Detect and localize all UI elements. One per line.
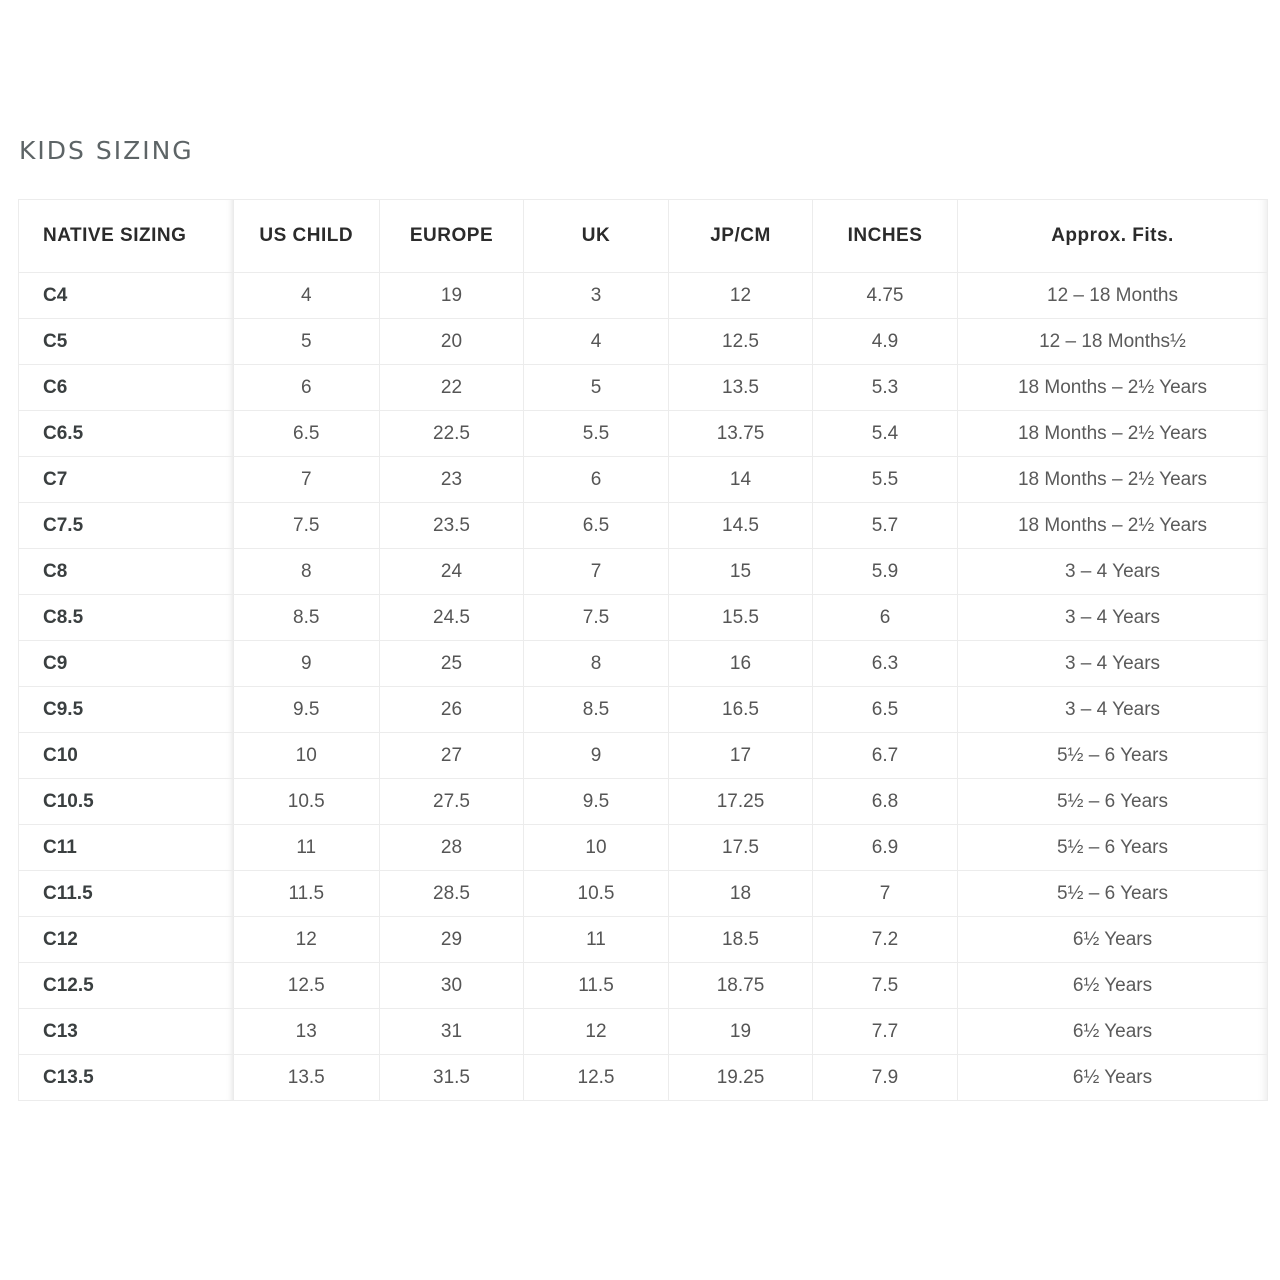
europe-cell: 28.5: [380, 871, 524, 917]
us-child-cell: 6.5: [234, 411, 380, 457]
inches-cell: 7.7: [813, 1009, 958, 1055]
approx-fits-cell: 5½ – 6 Years: [958, 825, 1268, 871]
europe-cell: 29: [380, 917, 524, 963]
uk-cell: 8.5: [524, 687, 669, 733]
jp-cm-cell: 16: [669, 641, 813, 687]
inches-cell: 4.75: [813, 273, 958, 319]
approx-fits-cell: 18 Months – 2½ Years: [958, 503, 1268, 549]
inches-cell: 7.9: [813, 1055, 958, 1101]
uk-cell: 12.5: [524, 1055, 669, 1101]
table-row: [19, 1055, 1268, 1101]
column-header-inches: INCHES: [813, 200, 958, 273]
table-row: [19, 273, 1268, 319]
us-child-cell: 8.5: [234, 595, 380, 641]
us-child-cell: 13: [234, 1009, 380, 1055]
approx-fits-cell: 12 – 18 Months: [958, 273, 1268, 319]
approx-fits-cell: 3 – 4 Years: [958, 687, 1268, 733]
europe-cell: 31.5: [380, 1055, 524, 1101]
native-sizing-cell: C7.5: [19, 503, 234, 549]
jp-cm-cell: 18: [669, 871, 813, 917]
table-row: [19, 319, 1268, 365]
jp-cm-cell: 17: [669, 733, 813, 779]
native-sizing-cell: C10.5: [19, 779, 234, 825]
native-sizing-cell: C12: [19, 917, 234, 963]
native-sizing-cell: C10: [19, 733, 234, 779]
jp-cm-cell: 12: [669, 273, 813, 319]
uk-cell: 4: [524, 319, 669, 365]
europe-cell: 28: [380, 825, 524, 871]
europe-cell: 19: [380, 273, 524, 319]
approx-fits-cell: 6½ Years: [958, 1009, 1268, 1055]
uk-cell: 6.5: [524, 503, 669, 549]
native-sizing-cell: C8.5: [19, 595, 234, 641]
inches-cell: 5.3: [813, 365, 958, 411]
jp-cm-cell: 17.25: [669, 779, 813, 825]
table-row: [19, 825, 1268, 871]
us-child-cell: 6: [234, 365, 380, 411]
approx-fits-cell: 3 – 4 Years: [958, 549, 1268, 595]
inches-cell: 7.2: [813, 917, 958, 963]
native-sizing-cell: C9: [19, 641, 234, 687]
jp-cm-cell: 18.75: [669, 963, 813, 1009]
us-child-cell: 13.5: [234, 1055, 380, 1101]
approx-fits-cell: 3 – 4 Years: [958, 641, 1268, 687]
table-row: [19, 1009, 1268, 1055]
europe-cell: 22.5: [380, 411, 524, 457]
table-row: [19, 779, 1268, 825]
header-row: [19, 200, 1268, 273]
inches-cell: 6.9: [813, 825, 958, 871]
uk-cell: 10: [524, 825, 669, 871]
uk-cell: 7: [524, 549, 669, 595]
europe-cell: 23: [380, 457, 524, 503]
approx-fits-cell: 18 Months – 2½ Years: [958, 365, 1268, 411]
uk-cell: 3: [524, 273, 669, 319]
table-row: [19, 411, 1268, 457]
jp-cm-cell: 16.5: [669, 687, 813, 733]
approx-fits-cell: 5½ – 6 Years: [958, 871, 1268, 917]
inches-cell: 6: [813, 595, 958, 641]
inches-cell: 7: [813, 871, 958, 917]
jp-cm-cell: 18.5: [669, 917, 813, 963]
native-sizing-cell: C5: [19, 319, 234, 365]
inches-cell: 7.5: [813, 963, 958, 1009]
table-row: [19, 733, 1268, 779]
table-body: [19, 273, 1268, 1101]
us-child-cell: 11.5: [234, 871, 380, 917]
inches-cell: 6.3: [813, 641, 958, 687]
native-sizing-cell: C8: [19, 549, 234, 595]
uk-cell: 5: [524, 365, 669, 411]
uk-cell: 10.5: [524, 871, 669, 917]
inches-cell: 5.4: [813, 411, 958, 457]
us-child-cell: 12.5: [234, 963, 380, 1009]
europe-cell: 23.5: [380, 503, 524, 549]
europe-cell: 26: [380, 687, 524, 733]
jp-cm-cell: 13.75: [669, 411, 813, 457]
europe-cell: 31: [380, 1009, 524, 1055]
table-row: [19, 365, 1268, 411]
table-row: [19, 549, 1268, 595]
table-row: [19, 503, 1268, 549]
us-child-cell: 10.5: [234, 779, 380, 825]
table-header: [19, 200, 1268, 273]
inches-cell: 6.7: [813, 733, 958, 779]
native-sizing-cell: C6: [19, 365, 234, 411]
us-child-cell: 11: [234, 825, 380, 871]
uk-cell: 11: [524, 917, 669, 963]
europe-cell: 25: [380, 641, 524, 687]
table-row: [19, 595, 1268, 641]
uk-cell: 7.5: [524, 595, 669, 641]
column-header-europe: EUROPE: [380, 200, 524, 273]
approx-fits-cell: 6½ Years: [958, 1055, 1268, 1101]
inches-cell: 5.7: [813, 503, 958, 549]
approx-fits-cell: 18 Months – 2½ Years: [958, 457, 1268, 503]
uk-cell: 8: [524, 641, 669, 687]
inches-cell: 6.5: [813, 687, 958, 733]
europe-cell: 20: [380, 319, 524, 365]
approx-fits-cell: 6½ Years: [958, 917, 1268, 963]
jp-cm-cell: 19: [669, 1009, 813, 1055]
inches-cell: 5.9: [813, 549, 958, 595]
approx-fits-cell: 5½ – 6 Years: [958, 733, 1268, 779]
uk-cell: 9: [524, 733, 669, 779]
inches-cell: 5.5: [813, 457, 958, 503]
column-header-native-sizing: NATIVE SIZING: [19, 200, 234, 273]
column-header-jp-cm: JP/CM: [669, 200, 813, 273]
jp-cm-cell: 12.5: [669, 319, 813, 365]
jp-cm-cell: 19.25: [669, 1055, 813, 1101]
native-sizing-cell: C12.5: [19, 963, 234, 1009]
jp-cm-cell: 15: [669, 549, 813, 595]
table-row: [19, 457, 1268, 503]
jp-cm-cell: 17.5: [669, 825, 813, 871]
uk-cell: 9.5: [524, 779, 669, 825]
jp-cm-cell: 15.5: [669, 595, 813, 641]
uk-cell: 6: [524, 457, 669, 503]
europe-cell: 27: [380, 733, 524, 779]
native-sizing-cell: C9.5: [19, 687, 234, 733]
page-title: KIDS SIZING: [19, 136, 194, 165]
table-row: [19, 871, 1268, 917]
us-child-cell: 7: [234, 457, 380, 503]
native-sizing-cell: C6.5: [19, 411, 234, 457]
native-sizing-cell: C7: [19, 457, 234, 503]
approx-fits-cell: 18 Months – 2½ Years: [958, 411, 1268, 457]
jp-cm-cell: 14: [669, 457, 813, 503]
table-row: [19, 963, 1268, 1009]
europe-cell: 22: [380, 365, 524, 411]
native-sizing-cell: C11.5: [19, 871, 234, 917]
us-child-cell: 5: [234, 319, 380, 365]
jp-cm-cell: 14.5: [669, 503, 813, 549]
approx-fits-cell: 5½ – 6 Years: [958, 779, 1268, 825]
column-header-us-child: US CHILD: [234, 200, 380, 273]
europe-cell: 27.5: [380, 779, 524, 825]
kids-sizing-table: [18, 199, 1268, 1101]
native-sizing-cell: C13.5: [19, 1055, 234, 1101]
approx-fits-cell: 12 – 18 Months½: [958, 319, 1268, 365]
table-row: [19, 687, 1268, 733]
table-row: [19, 641, 1268, 687]
uk-cell: 11.5: [524, 963, 669, 1009]
approx-fits-cell: 3 – 4 Years: [958, 595, 1268, 641]
column-header-approx-fits: Approx. Fits.: [958, 200, 1268, 273]
europe-cell: 24: [380, 549, 524, 595]
inches-cell: 6.8: [813, 779, 958, 825]
europe-cell: 24.5: [380, 595, 524, 641]
approx-fits-cell: 6½ Years: [958, 963, 1268, 1009]
uk-cell: 5.5: [524, 411, 669, 457]
native-sizing-cell: C11: [19, 825, 234, 871]
europe-cell: 30: [380, 963, 524, 1009]
us-child-cell: 4: [234, 273, 380, 319]
native-sizing-cell: C13: [19, 1009, 234, 1055]
inches-cell: 4.9: [813, 319, 958, 365]
column-header-uk: UK: [524, 200, 669, 273]
us-child-cell: 9: [234, 641, 380, 687]
us-child-cell: 12: [234, 917, 380, 963]
table-row: [19, 917, 1268, 963]
jp-cm-cell: 13.5: [669, 365, 813, 411]
us-child-cell: 10: [234, 733, 380, 779]
uk-cell: 12: [524, 1009, 669, 1055]
us-child-cell: 7.5: [234, 503, 380, 549]
us-child-cell: 8: [234, 549, 380, 595]
native-sizing-cell: C4: [19, 273, 234, 319]
us-child-cell: 9.5: [234, 687, 380, 733]
